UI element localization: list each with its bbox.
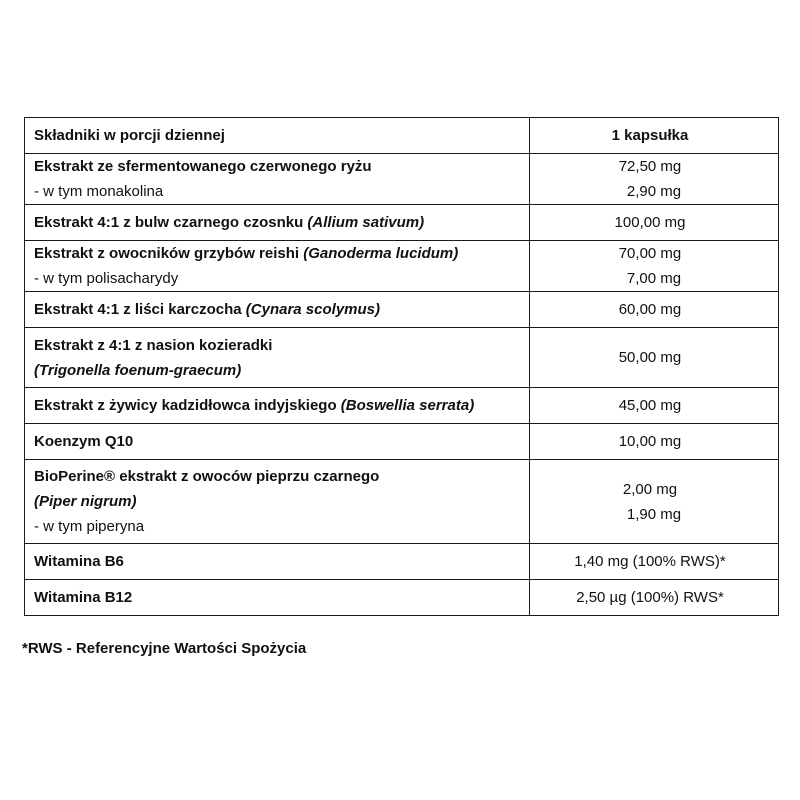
ingredient-line [34, 514, 529, 539]
ingredient-line [34, 358, 529, 383]
ingredient-line [34, 429, 529, 454]
ingredient-name-text: Ekstrakt z owocników grzybów reishi [34, 245, 304, 262]
ingredient-name-cell [25, 544, 530, 580]
ingredient-line [34, 179, 529, 204]
ingredient-amount-cell [530, 544, 779, 580]
ingredient-amount-cell [530, 292, 779, 328]
header-serving: 1 kapsułka [530, 118, 779, 154]
ingredient-line [34, 464, 529, 489]
ingredient-latin-name: (Trigonella foenum-graecum) [34, 361, 242, 379]
ingredient-name-text: Ekstrakt z żywicy kadzidłowca indyjskiego [34, 397, 341, 414]
table-row [25, 205, 779, 241]
ingredient-amount: 45,00 mg [618, 397, 682, 414]
ingredient-amount: 10,00 mg [618, 433, 682, 450]
ingredient-latin-name: (Allium sativum) [307, 214, 425, 231]
table-row [25, 424, 779, 460]
ingredient-line [34, 297, 529, 322]
ingredient-amount-cell [530, 580, 779, 616]
ingredient-name-cell [25, 205, 530, 241]
table-row [25, 292, 779, 328]
ingredient-line [34, 266, 529, 291]
ingredient-name-cell [25, 580, 530, 616]
ingredient-name-text: BioPerine® ekstrakt z owoców pieprzu czarnego [34, 468, 380, 485]
ingredient-amount: 2,00 mg [622, 480, 678, 498]
table-row [25, 460, 779, 544]
ingredient-sub-text: - w tym polisacharydy [34, 270, 179, 287]
ingredient-latin-name: (Ganoderma lucidum) [303, 245, 459, 262]
ingredient-sub-text: - w tym monakolina [34, 183, 164, 200]
ingredient-name-cell [25, 328, 530, 388]
ingredient-name-text: Witamina B6 [34, 553, 124, 570]
table-row [25, 328, 779, 388]
ingredient-amount: 100,00 mg [614, 214, 686, 231]
ingredient-line [34, 210, 529, 235]
ingredient-amount: 2,50 µg (100%) RWS* [576, 589, 724, 606]
ingredient-line [34, 549, 529, 574]
ingredient-amount: 1,40 mg (100% RWS)* [574, 553, 726, 570]
ingredient-amount-cell [530, 154, 779, 205]
ingredient-amount: 60,00 mg [618, 301, 682, 318]
ingredient-name-cell [25, 388, 530, 424]
ingredient-name-cell [25, 154, 530, 205]
ingredients-table-wrapper [24, 117, 778, 616]
ingredient-amount-cell [530, 424, 779, 460]
ingredient-line [34, 489, 529, 514]
ingredient-amount-cell [530, 328, 779, 388]
ingredient-amount: 2,90 mg [626, 183, 682, 200]
ingredient-line [34, 585, 529, 610]
rws-footnote: *RWS - Referencyjne Wartości Spożycia [22, 640, 307, 657]
ingredient-latin-name: (Boswellia serrata) [340, 397, 475, 414]
table-row [25, 544, 779, 580]
ingredient-line [34, 154, 529, 179]
ingredient-name-text: Ekstrakt ze sfermentowanego czerwonego ryżu [34, 158, 372, 175]
ingredients-table [24, 117, 779, 616]
ingredient-name-cell [25, 424, 530, 460]
table-row [25, 388, 779, 424]
table-row [25, 241, 779, 292]
ingredient-amount: 1,90 mg [626, 505, 682, 523]
ingredient-line [34, 333, 529, 358]
ingredient-amount-cell [530, 205, 779, 241]
ingredient-amount: 72,50 mg [618, 158, 682, 175]
ingredient-latin-name: (Cynara scolymus) [245, 301, 380, 318]
ingredient-amount: 7,00 mg [626, 270, 682, 287]
ingredient-name-text: Koenzym Q10 [34, 433, 134, 450]
ingredient-sub-text: - w tym piperyna [34, 518, 145, 535]
ingredient-name-text: Ekstrakt z 4:1 z nasion kozieradki [34, 336, 273, 354]
table-row [25, 154, 779, 205]
ingredient-name-text: Witamina B12 [34, 589, 133, 606]
header-ingredients: Składniki w porcji dziennej [25, 118, 530, 154]
ingredient-name-text: Ekstrakt 4:1 z liści karczocha [34, 301, 246, 318]
ingredient-name-cell [25, 292, 530, 328]
table-header-row [25, 118, 779, 154]
ingredient-name-cell [25, 460, 530, 544]
ingredient-amount-cell [530, 241, 779, 292]
ingredient-name-text: Ekstrakt 4:1 z bulw czarnego czosnku [34, 214, 308, 231]
ingredient-amount: 70,00 mg [618, 245, 682, 262]
ingredient-line [34, 241, 529, 266]
ingredient-line [34, 393, 529, 418]
table-row [25, 580, 779, 616]
ingredient-amount: 50,00 mg [618, 349, 682, 366]
ingredient-name-cell [25, 241, 530, 292]
ingredient-latin-name: (Piper nigrum) [34, 493, 137, 510]
ingredient-amount-cell [530, 460, 779, 544]
ingredient-amount-cell [530, 388, 779, 424]
